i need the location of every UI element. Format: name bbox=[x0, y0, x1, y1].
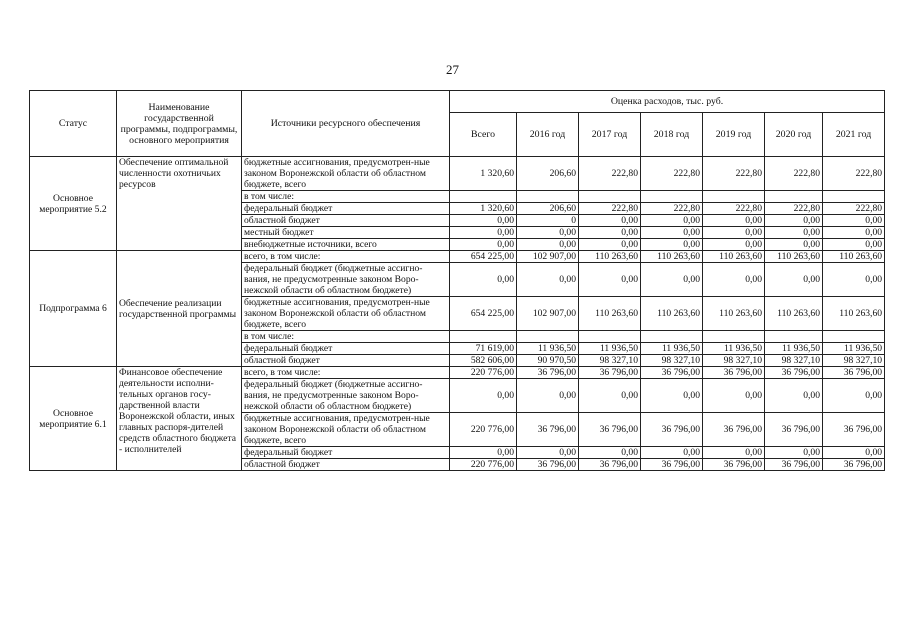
source-cell: федеральный бюджет (бюджетные ассигно-вания, не предусмотренные законом Воро-нежской области об областном бюджете) bbox=[242, 379, 450, 413]
value-cell: 110 263,60 bbox=[823, 251, 885, 263]
value-cell: 222,80 bbox=[765, 203, 823, 215]
value-cell bbox=[641, 191, 703, 203]
value-cell: 0,00 bbox=[517, 227, 579, 239]
status-cell: Подпрограмма 6 bbox=[30, 251, 117, 367]
value-cell: 222,80 bbox=[641, 203, 703, 215]
value-cell: 0,00 bbox=[579, 379, 641, 413]
source-cell: областной бюджет bbox=[242, 215, 450, 227]
value-cell: 98 327,10 bbox=[765, 355, 823, 367]
value-cell: 222,80 bbox=[579, 203, 641, 215]
value-cell: 36 796,00 bbox=[703, 459, 765, 471]
program-name-cell: Обеспечение оптимальной численности охотничьих ресурсов bbox=[117, 157, 242, 251]
source-cell: бюджетные ассигнования, предусмотрен-ные законом Воронежской области об областном бюджете, всего bbox=[242, 297, 450, 331]
value-cell: 110 263,60 bbox=[579, 297, 641, 331]
value-cell: 36 796,00 bbox=[579, 367, 641, 379]
value-cell: 0,00 bbox=[823, 215, 885, 227]
value-cell: 110 263,60 bbox=[641, 297, 703, 331]
value-cell: 0,00 bbox=[641, 215, 703, 227]
value-cell: 0,00 bbox=[765, 227, 823, 239]
value-cell bbox=[450, 191, 517, 203]
value-cell: 110 263,60 bbox=[703, 297, 765, 331]
value-cell: 0 bbox=[517, 215, 579, 227]
value-cell: 0,00 bbox=[823, 239, 885, 251]
value-cell: 71 619,00 bbox=[450, 343, 517, 355]
source-cell: бюджетные ассигнования, предусмотрен-ные законом Воронежской области об областном бюджете, всего bbox=[242, 157, 450, 191]
status-cell: Основное мероприятие 5.2 bbox=[30, 157, 117, 251]
value-cell: 206,60 bbox=[517, 203, 579, 215]
value-cell: 90 970,50 bbox=[517, 355, 579, 367]
value-cell: 0,00 bbox=[517, 447, 579, 459]
value-cell: 36 796,00 bbox=[641, 367, 703, 379]
value-cell: 36 796,00 bbox=[765, 413, 823, 447]
value-cell: 0,00 bbox=[450, 239, 517, 251]
value-cell: 11 936,50 bbox=[517, 343, 579, 355]
value-cell: 0,00 bbox=[703, 379, 765, 413]
value-cell: 0,00 bbox=[450, 379, 517, 413]
value-cell: 0,00 bbox=[823, 227, 885, 239]
value-cell: 0,00 bbox=[517, 263, 579, 297]
value-cell: 1 320,60 bbox=[450, 203, 517, 215]
value-cell: 0,00 bbox=[579, 215, 641, 227]
table-body bbox=[30, 157, 885, 471]
value-cell: 36 796,00 bbox=[641, 459, 703, 471]
value-cell: 98 327,10 bbox=[579, 355, 641, 367]
budget-table bbox=[29, 90, 885, 471]
source-cell: федеральный бюджет bbox=[242, 343, 450, 355]
value-cell: 222,80 bbox=[703, 157, 765, 191]
value-cell: 0,00 bbox=[823, 379, 885, 413]
value-cell: 222,80 bbox=[641, 157, 703, 191]
value-cell bbox=[703, 331, 765, 343]
value-cell: 0,00 bbox=[823, 447, 885, 459]
value-cell: 98 327,10 bbox=[703, 355, 765, 367]
program-name-cell: Обеспечение реализации государственной программы bbox=[117, 251, 242, 367]
header-name: Наименование государственной программы, подпрограммы, основного мероприятия bbox=[117, 91, 242, 157]
value-cell: 222,80 bbox=[823, 203, 885, 215]
value-cell: 0,00 bbox=[641, 447, 703, 459]
source-cell: областной бюджет bbox=[242, 459, 450, 471]
value-cell: 222,80 bbox=[823, 157, 885, 191]
header-estimate: Оценка расходов, тыс. руб. bbox=[450, 91, 885, 113]
value-cell: 36 796,00 bbox=[703, 367, 765, 379]
table-row bbox=[30, 367, 885, 379]
header-source: Источники ресурсного обеспечения bbox=[242, 91, 450, 157]
value-cell: 36 796,00 bbox=[823, 459, 885, 471]
value-cell bbox=[450, 331, 517, 343]
value-cell bbox=[517, 191, 579, 203]
value-cell: 0,00 bbox=[517, 379, 579, 413]
header-col-2021: 2021 год bbox=[823, 113, 885, 157]
value-cell: 0,00 bbox=[641, 379, 703, 413]
value-cell: 222,80 bbox=[579, 157, 641, 191]
value-cell: 102 907,00 bbox=[517, 297, 579, 331]
value-cell: 0,00 bbox=[703, 447, 765, 459]
value-cell: 222,80 bbox=[703, 203, 765, 215]
value-cell: 36 796,00 bbox=[703, 413, 765, 447]
value-cell: 0,00 bbox=[450, 263, 517, 297]
value-cell: 11 936,50 bbox=[703, 343, 765, 355]
value-cell: 110 263,60 bbox=[579, 251, 641, 263]
source-cell: всего, в том числе: bbox=[242, 367, 450, 379]
value-cell: 11 936,50 bbox=[579, 343, 641, 355]
header-col-2016: 2016 год bbox=[517, 113, 579, 157]
value-cell: 36 796,00 bbox=[641, 413, 703, 447]
header-col-2018: 2018 год bbox=[641, 113, 703, 157]
value-cell: 0,00 bbox=[765, 447, 823, 459]
value-cell: 0,00 bbox=[579, 263, 641, 297]
value-cell: 0,00 bbox=[579, 447, 641, 459]
value-cell: 0,00 bbox=[641, 263, 703, 297]
source-cell: федеральный бюджет bbox=[242, 447, 450, 459]
value-cell bbox=[579, 331, 641, 343]
value-cell: 654 225,00 bbox=[450, 297, 517, 331]
value-cell: 110 263,60 bbox=[703, 251, 765, 263]
value-cell bbox=[823, 331, 885, 343]
value-cell: 0,00 bbox=[450, 447, 517, 459]
table-row bbox=[30, 157, 885, 191]
value-cell bbox=[517, 331, 579, 343]
value-cell: 222,80 bbox=[765, 157, 823, 191]
value-cell: 36 796,00 bbox=[823, 413, 885, 447]
value-cell bbox=[641, 331, 703, 343]
source-cell: областной бюджет bbox=[242, 355, 450, 367]
source-cell: в том числе: bbox=[242, 331, 450, 343]
value-cell: 98 327,10 bbox=[641, 355, 703, 367]
value-cell: 0,00 bbox=[765, 379, 823, 413]
value-cell: 0,00 bbox=[641, 227, 703, 239]
header-col-2019: 2019 год bbox=[703, 113, 765, 157]
value-cell bbox=[703, 191, 765, 203]
value-cell: 0,00 bbox=[703, 239, 765, 251]
value-cell: 0,00 bbox=[703, 263, 765, 297]
source-cell: федеральный бюджет (бюджетные ассигно-вания, не предусмотренные законом Воро-нежской области об областном бюджете) bbox=[242, 263, 450, 297]
value-cell: 36 796,00 bbox=[765, 367, 823, 379]
value-cell: 110 263,60 bbox=[823, 297, 885, 331]
value-cell: 102 907,00 bbox=[517, 251, 579, 263]
value-cell: 11 936,50 bbox=[765, 343, 823, 355]
value-cell: 0,00 bbox=[517, 239, 579, 251]
value-cell: 11 936,50 bbox=[823, 343, 885, 355]
value-cell: 36 796,00 bbox=[579, 413, 641, 447]
value-cell: 654 225,00 bbox=[450, 251, 517, 263]
source-cell: внебюджетные источники, всего bbox=[242, 239, 450, 251]
value-cell: 0,00 bbox=[450, 215, 517, 227]
header-status: Статус bbox=[30, 91, 117, 157]
value-cell bbox=[765, 331, 823, 343]
value-cell: 0,00 bbox=[641, 239, 703, 251]
value-cell: 206,60 bbox=[517, 157, 579, 191]
value-cell bbox=[579, 191, 641, 203]
value-cell: 582 606,00 bbox=[450, 355, 517, 367]
source-cell: всего, в том числе: bbox=[242, 251, 450, 263]
value-cell: 36 796,00 bbox=[517, 459, 579, 471]
source-cell: местный бюджет bbox=[242, 227, 450, 239]
value-cell: 220 776,00 bbox=[450, 459, 517, 471]
program-name-cell: Финансовое обеспечение деятельности исполни-тельных органов госу-дарственной власти Воронежской области, иных главных распоря-дителей средств областного бюджета - исполнителей bbox=[117, 367, 242, 471]
value-cell bbox=[765, 191, 823, 203]
value-cell: 0,00 bbox=[703, 227, 765, 239]
source-cell: бюджетные ассигнования, предусмотрен-ные законом Воронежской области об областном бюджете, всего bbox=[242, 413, 450, 447]
header-col-2020: 2020 год bbox=[765, 113, 823, 157]
value-cell: 0,00 bbox=[450, 227, 517, 239]
value-cell: 36 796,00 bbox=[517, 413, 579, 447]
source-cell: в том числе: bbox=[242, 191, 450, 203]
value-cell: 0,00 bbox=[823, 263, 885, 297]
value-cell: 36 796,00 bbox=[765, 459, 823, 471]
value-cell: 0,00 bbox=[579, 239, 641, 251]
value-cell: 220 776,00 bbox=[450, 367, 517, 379]
value-cell: 1 320,60 bbox=[450, 157, 517, 191]
header-col-total: Всего bbox=[450, 113, 517, 157]
value-cell: 0,00 bbox=[765, 239, 823, 251]
value-cell: 0,00 bbox=[765, 263, 823, 297]
value-cell: 110 263,60 bbox=[765, 297, 823, 331]
value-cell: 36 796,00 bbox=[823, 367, 885, 379]
value-cell: 110 263,60 bbox=[765, 251, 823, 263]
value-cell: 0,00 bbox=[579, 227, 641, 239]
value-cell: 36 796,00 bbox=[517, 367, 579, 379]
value-cell: 11 936,50 bbox=[641, 343, 703, 355]
source-cell: федеральный бюджет bbox=[242, 203, 450, 215]
page-number: 27 bbox=[446, 62, 459, 77]
value-cell: 220 776,00 bbox=[450, 413, 517, 447]
value-cell bbox=[823, 191, 885, 203]
value-cell: 98 327,10 bbox=[823, 355, 885, 367]
value-cell: 110 263,60 bbox=[641, 251, 703, 263]
value-cell: 36 796,00 bbox=[579, 459, 641, 471]
value-cell: 0,00 bbox=[765, 215, 823, 227]
header-col-2017: 2017 год bbox=[579, 113, 641, 157]
table-row bbox=[30, 251, 885, 263]
value-cell: 0,00 bbox=[703, 215, 765, 227]
status-cell: Основное мероприятие 6.1 bbox=[30, 367, 117, 471]
